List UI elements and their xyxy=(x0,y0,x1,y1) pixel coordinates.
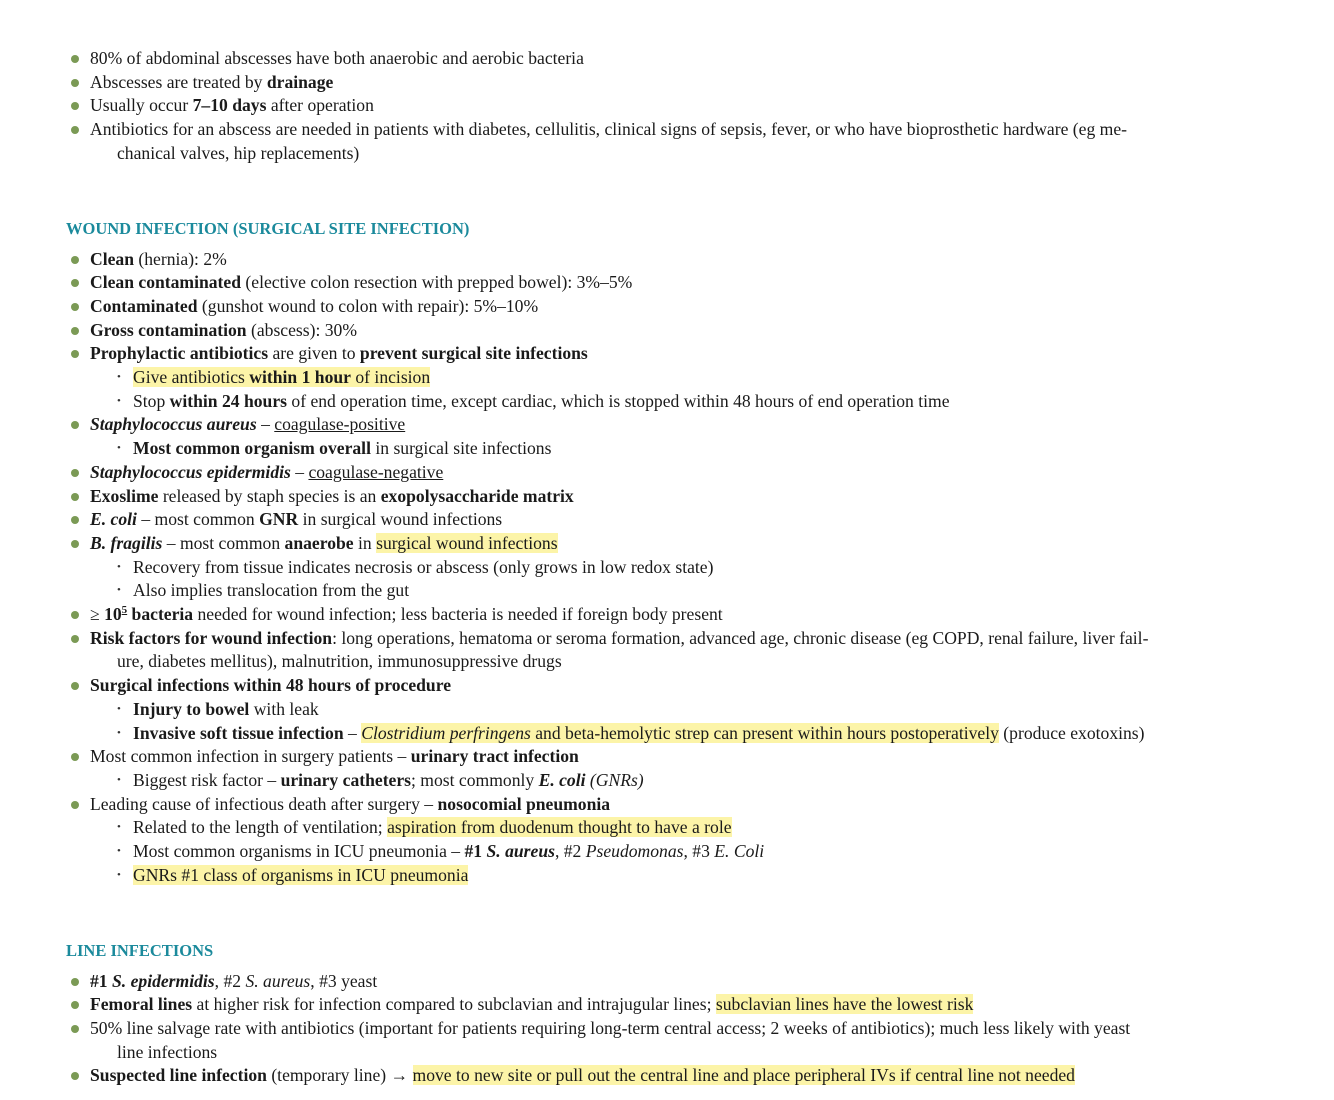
text-segment: S. aureus xyxy=(486,841,555,862)
section xyxy=(66,939,1276,1089)
text-segment: Antibiotics for an abscess are needed in patients with diabetes, cellulitis, clinical signs of sepsis, fever, or who have bioprosthetic hardware (eg me- xyxy=(90,119,1128,140)
sub-bullet-icon: • xyxy=(117,584,121,597)
wrapped-text: ure, diabetes mellitus), malnutrition, immunosuppressive drugs xyxy=(117,651,562,672)
text-segment: Most common organisms in ICU pneumonia – xyxy=(133,841,465,862)
section xyxy=(66,217,1276,888)
bullet-icon xyxy=(71,279,79,287)
text-segment: Stop xyxy=(133,390,170,411)
text-segment: Suspected line infection xyxy=(90,1065,267,1086)
text-segment: coagulase-negative xyxy=(308,461,444,482)
text-segment: in surgical wound infections xyxy=(298,509,503,530)
text-segment: urinary tract infection xyxy=(410,746,579,767)
text-segment: after operation xyxy=(266,95,374,116)
sub-bullet-icon: • xyxy=(117,394,121,407)
sub-list-item xyxy=(66,769,1276,793)
text-segment: 5 xyxy=(121,604,128,617)
text-segment: urinary catheters xyxy=(280,769,412,790)
sub-list-item xyxy=(66,556,1276,580)
text-segment: Abscesses are treated by xyxy=(90,71,267,92)
text-segment: within 24 hours xyxy=(169,390,287,411)
bullet-icon xyxy=(71,493,79,501)
sub-list-item xyxy=(66,366,1276,390)
text-segment: – xyxy=(343,722,362,743)
text-segment: 80% of abdominal abscesses have both anaerobic and aerobic bacteria xyxy=(90,48,584,68)
list-item xyxy=(66,674,1276,698)
text-segment: move to new site or pull out the central line and place peripheral IVs if central line not needed xyxy=(412,1065,1075,1086)
text-segment: Prophylactic antibiotics xyxy=(90,343,269,364)
bullet-icon xyxy=(71,469,79,477)
text-segment: exopolysaccharide matrix xyxy=(380,485,574,506)
text-segment: (GNRs) xyxy=(585,769,644,790)
list-item xyxy=(66,508,1276,532)
text-segment: of end operation time, except cardiac, which is stopped within 48 hours of end operation time xyxy=(287,390,950,411)
list-item xyxy=(66,413,1276,437)
text-segment: of incision xyxy=(350,367,431,388)
text-segment: (gunshot wound to colon with repair): 5%–10% xyxy=(197,295,539,316)
text-segment: Exoslime xyxy=(90,485,159,506)
bullet-icon xyxy=(71,540,79,548)
text-segment: needed for wound infection; less bacteria is needed if foreign body present xyxy=(193,604,723,625)
sub-bullet-icon: • xyxy=(117,702,121,715)
text-segment: Injury to bowel xyxy=(133,698,250,719)
text-segment: E. Coli xyxy=(714,841,765,862)
list-item xyxy=(66,1017,1276,1064)
text-segment: #1 xyxy=(90,970,112,991)
text-segment: – xyxy=(290,461,309,482)
text-segment: Invasive soft tissue infection xyxy=(133,722,344,743)
text-segment: GNR xyxy=(259,509,299,530)
text-segment: Usually occur xyxy=(90,95,193,116)
text-segment: Gross contamination xyxy=(90,319,247,340)
list-item xyxy=(66,993,1276,1017)
text-segment: and beta-hemolytic strep can present within hours postoperatively xyxy=(530,722,999,743)
bullet-icon xyxy=(71,350,79,358)
list-item xyxy=(66,94,1276,118)
text-segment: , #3 xyxy=(683,841,715,862)
text-segment: within 1 hour xyxy=(249,367,351,388)
text-segment: in xyxy=(353,532,377,553)
list-item xyxy=(66,461,1276,485)
text-segment: surgical wound infections xyxy=(376,532,558,553)
bullet-icon xyxy=(71,327,79,335)
text-segment: (elective colon resection with prepped bowel): 3%–5% xyxy=(241,272,633,293)
list-item xyxy=(66,1064,1276,1088)
text-segment: Related to the length of ventilation; xyxy=(133,817,388,838)
text-segment: (hernia): 2% xyxy=(133,248,227,269)
text-segment: Femoral lines xyxy=(90,994,193,1015)
sub-list-item xyxy=(66,437,1276,461)
text-segment: drainage xyxy=(266,71,334,92)
list-item xyxy=(66,118,1276,165)
sub-list-item xyxy=(66,816,1276,840)
bullet-icon xyxy=(71,126,79,134)
bullet-icon xyxy=(71,303,79,311)
text-segment: Most common organism overall xyxy=(133,438,371,459)
text-segment: (produce exotoxins) xyxy=(998,722,1145,743)
sub-bullet-icon: • xyxy=(117,560,121,573)
text-segment: 10 xyxy=(104,604,122,625)
sub-bullet-icon: • xyxy=(117,773,121,786)
text-segment: GNRs #1 class of organisms in ICU pneumonia xyxy=(133,864,469,885)
text-segment: , #2 xyxy=(554,841,586,862)
section-heading: LINE INFECTIONS xyxy=(66,940,214,960)
sub-list-item xyxy=(66,722,1276,746)
text-segment: 50% line salvage rate with antibiotics (important for patients requiring long-term central access; 2 weeks of antibiotics); much less likely with yeast xyxy=(90,1017,1131,1038)
text-segment: aspiration from duodenum thought to have a role xyxy=(387,817,732,838)
text-segment: Surgical infections within 48 hours of procedure xyxy=(90,675,452,696)
text-segment: ≥ xyxy=(90,604,105,625)
list-item xyxy=(66,485,1276,509)
bullet-icon xyxy=(71,801,79,809)
text-segment: anaerobe xyxy=(284,532,354,553)
text-segment: with leak xyxy=(249,698,319,719)
text-segment: ; most commonly xyxy=(411,769,539,790)
text-segment: – most common xyxy=(136,509,260,530)
text-segment: bacteria xyxy=(127,604,194,625)
bullet-icon xyxy=(71,682,79,690)
text-segment: Also implies translocation from the gut xyxy=(133,580,410,601)
text-segment: Contaminated xyxy=(90,295,198,316)
bullet-icon xyxy=(71,256,79,264)
bullet-icon xyxy=(71,1001,79,1009)
list-item xyxy=(66,295,1276,319)
text-segment: Staphylococcus epidermidis xyxy=(90,461,291,482)
bullet-icon xyxy=(71,516,79,524)
sub-bullet-icon: • xyxy=(117,821,121,834)
text-segment: Clean xyxy=(90,248,134,269)
text-segment: 7–10 days xyxy=(192,95,267,116)
section xyxy=(66,47,1276,166)
text-segment: in surgical site infections xyxy=(370,438,552,459)
text-segment: , #2 xyxy=(214,970,246,991)
text-segment: Staphylococcus aureus xyxy=(90,414,257,435)
wrapped-text: line infections xyxy=(117,1041,218,1062)
sub-bullet-icon: • xyxy=(117,845,121,858)
text-segment: B. fragilis xyxy=(90,532,163,553)
text-segment: Pseudomonas xyxy=(585,841,684,862)
text-segment: Risk factors for wound infection xyxy=(90,627,333,648)
text-segment: (abscess): 30% xyxy=(246,319,357,340)
list-item xyxy=(66,745,1276,769)
text-segment: Biggest risk factor – xyxy=(133,769,281,790)
text-segment: Give antibiotics xyxy=(133,367,250,388)
list-item xyxy=(66,627,1276,674)
sub-list-item xyxy=(66,390,1276,414)
text-segment: Clean contaminated xyxy=(90,272,242,293)
text-segment: Leading cause of infectious death after surgery – xyxy=(90,793,438,814)
wrapped-text: chanical valves, hip replacements) xyxy=(117,142,360,163)
sub-list-item xyxy=(66,840,1276,864)
list-item xyxy=(66,47,1276,71)
text-segment: Recovery from tissue indicates necrosis or abscess (only grows in low redox state) xyxy=(133,556,714,577)
list-item xyxy=(66,319,1276,343)
text-segment: Most common infection in surgery patients – xyxy=(90,746,411,767)
sub-list-item xyxy=(66,864,1276,888)
text-segment: are given to xyxy=(268,343,360,364)
text-segment: at higher risk for infection compared to subclavian and intrajugular lines; xyxy=(192,994,716,1015)
bullet-icon xyxy=(71,1072,79,1080)
sub-list-item xyxy=(66,698,1276,722)
bullet-icon xyxy=(71,611,79,619)
text-segment: S. aureus xyxy=(245,970,311,991)
text-segment: coagulase-positive xyxy=(274,414,406,435)
text-segment: Clostridium perfringens xyxy=(361,722,531,743)
list-item xyxy=(66,793,1276,817)
text-segment: subclavian lines have the lowest risk xyxy=(715,994,974,1015)
text-segment: (temporary line) → xyxy=(266,1065,413,1086)
text-segment: #1 xyxy=(464,841,487,862)
bullet-icon xyxy=(71,753,79,761)
bullet-icon xyxy=(71,55,79,63)
text-segment: released by staph species is an xyxy=(158,485,381,506)
sub-bullet-icon: • xyxy=(117,726,121,739)
sub-bullet-icon: • xyxy=(117,868,121,881)
bullet-icon xyxy=(71,1025,79,1033)
list-item xyxy=(66,970,1276,994)
text-segment: prevent surgical site infections xyxy=(359,343,588,364)
text-segment: E. coli xyxy=(538,769,586,790)
list-item xyxy=(66,271,1276,295)
text-segment: S. epidermidis xyxy=(112,970,215,991)
section-heading: WOUND INFECTION (SURGICAL SITE INFECTION) xyxy=(66,218,470,238)
sub-bullet-icon: • xyxy=(117,442,121,455)
sub-bullet-icon: • xyxy=(117,371,121,384)
list-item xyxy=(66,248,1276,272)
text-segment: nosocomial pneumonia xyxy=(437,793,611,814)
list-item xyxy=(66,342,1276,366)
list-item xyxy=(66,532,1276,556)
bullet-icon xyxy=(71,978,79,986)
bullet-icon xyxy=(71,421,79,429)
bullet-icon xyxy=(71,102,79,110)
text-segment: – xyxy=(256,414,275,435)
list-item xyxy=(66,603,1276,627)
sub-list-item xyxy=(66,579,1276,603)
text-segment: : long operations, hematoma or seroma formation, advanced age, chronic disease (eg COPD, renal failure, liver fail- xyxy=(332,627,1149,648)
document-page xyxy=(66,47,1276,1088)
bullet-icon xyxy=(71,635,79,643)
text-segment: E. coli xyxy=(90,509,137,530)
list-item xyxy=(66,71,1276,95)
text-segment: – most common xyxy=(162,532,285,553)
text-segment: , #3 yeast xyxy=(310,970,378,991)
bullet-icon xyxy=(71,79,79,87)
